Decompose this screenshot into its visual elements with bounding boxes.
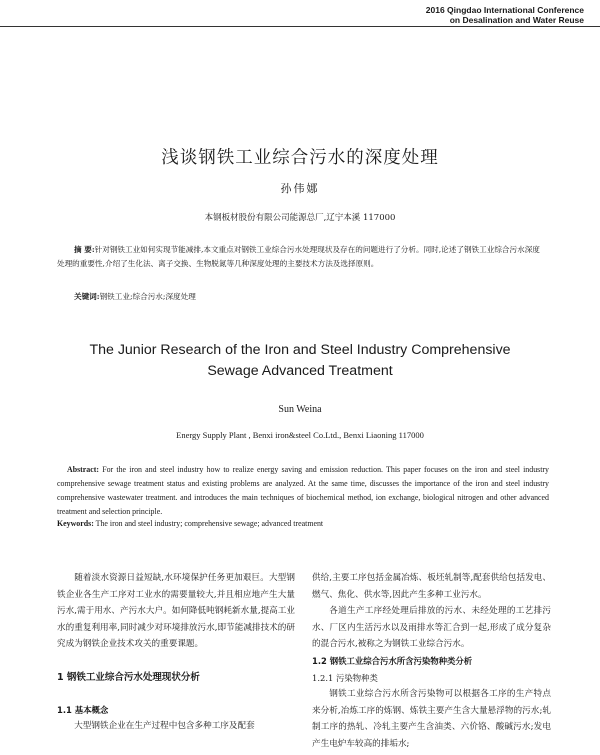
paper-title-chinese: 浅谈钢铁工业综合污水的深度处理 [161, 148, 439, 168]
subsection-heading-1-1: 1.1 基本概念 [57, 704, 109, 715]
body-left-column [57, 570, 295, 735]
abstract-chinese [57, 243, 545, 271]
title-english-line2: Sewage Advanced Treatment [207, 363, 393, 379]
keywords-chinese [74, 291, 196, 302]
body-paragraph: 供给,主要工序包括金属冶炼、板坯轧制等,配套供给包括发电、燃气、焦化、供水等,因此产生多种工业污水。 [312, 573, 551, 600]
paper-title-english [0, 340, 600, 382]
abstract-english-label: Abstract: [67, 465, 99, 474]
keywords-english-label: Keywords: [57, 519, 94, 528]
conference-header-line1: 2016 Qingdao International Conference [425, 5, 584, 15]
body-right-column [312, 570, 551, 753]
abstract-chinese-label: 摘 要: [74, 245, 95, 254]
keywords-english-text: The iron and steel industry; comprehensive sewage; advanced treatment [95, 519, 324, 528]
keywords-english [57, 519, 323, 528]
header-rule [0, 26, 600, 27]
subsubsection-heading-1-2-1: 1.2.1 污染物种类 [312, 672, 378, 683]
keywords-chinese-text: 钢铁工业;综合污水;深度处理 [99, 292, 196, 301]
body-paragraph: 大型钢铁企业在生产过程中包含多种工序及配套 [74, 721, 255, 732]
body-paragraph: 随着淡水资源日益短缺,水环境保护任务更加艰巨。大型钢铁企业各生产工序对工业水的需要量较大,并且相应地产生大量污水,需于用水、产污水大户。如何降低吨钢耗新水量,提高工业水的重复利用率,同时减少对环境排放污水,即节能减排技术的研究成为钢铁企业技术攻关的重要课题。 [57, 573, 295, 650]
body-paragraph: 钢铁工业综合污水所含污染物可以根据各工序的生产特点来分析,冶炼工序的炼钢、炼铁主要产生含大量悬浮物的污水;轧制工序的热轧、冷轧主要产生含油类、六价铬、酸碱污水;发电产生电炉车较高的排垢水; [312, 689, 551, 749]
author-chinese: 孙伟娜 [280, 182, 320, 195]
section-heading-1: 1 钢铁工业综合污水处理现状分析 [57, 671, 200, 683]
affiliation-english: Energy Supply Plant , Benxi iron&steel Co.Ltd., Benxi Liaoning 117000 [176, 430, 424, 440]
abstract-chinese-text: 针对钢铁工业如何实现节能减排,本文重点对钢铁工业综合污水处理现状及存在的问题进行了分析。同时,论述了钢铁工业综合污水深度处理的重要性,介绍了生化法、离子交换、生物脱氮等几种深度处理的主要技术方法及选择原则。 [57, 245, 540, 268]
title-english-line1: The Junior Research of the Iron and Steel Industry Comprehensive [89, 342, 511, 358]
abstract-english-text: For the iron and steel industry how to realize energy saving and emission reduction. This paper focuses on the iron and steel industry comprehensive sewage treatment status and existing problems are analyzed. At the same time, discusses the importance of the iron and steel industry comprehensive wastewater treatment. and introduces the main techniques of biochemical method, ion exchange, biological nitrogen and other advanced treatment and selection principle. [57, 465, 549, 516]
conference-header-line2: on Desalination and Water Reuse [449, 15, 584, 25]
affiliation-chinese: 本钢板材股份有限公司能源总厂,辽宁本溪 117000 [204, 213, 396, 223]
subsection-heading-1-2: 1.2 钢铁工业综合污水所含污染物种类分析 [312, 655, 473, 666]
author-english: Sun Weina [278, 404, 322, 415]
body-paragraph: 各道生产工序经处理后排放的污水、未经处理的工艺排污水、厂区内生活污水以及雨排水等汇合到一起,形成了成分复杂的混合污水,被称之为钢铁工业综合污水。 [312, 606, 551, 650]
keywords-chinese-label: 关键词: [74, 292, 100, 301]
abstract-english [57, 463, 549, 519]
